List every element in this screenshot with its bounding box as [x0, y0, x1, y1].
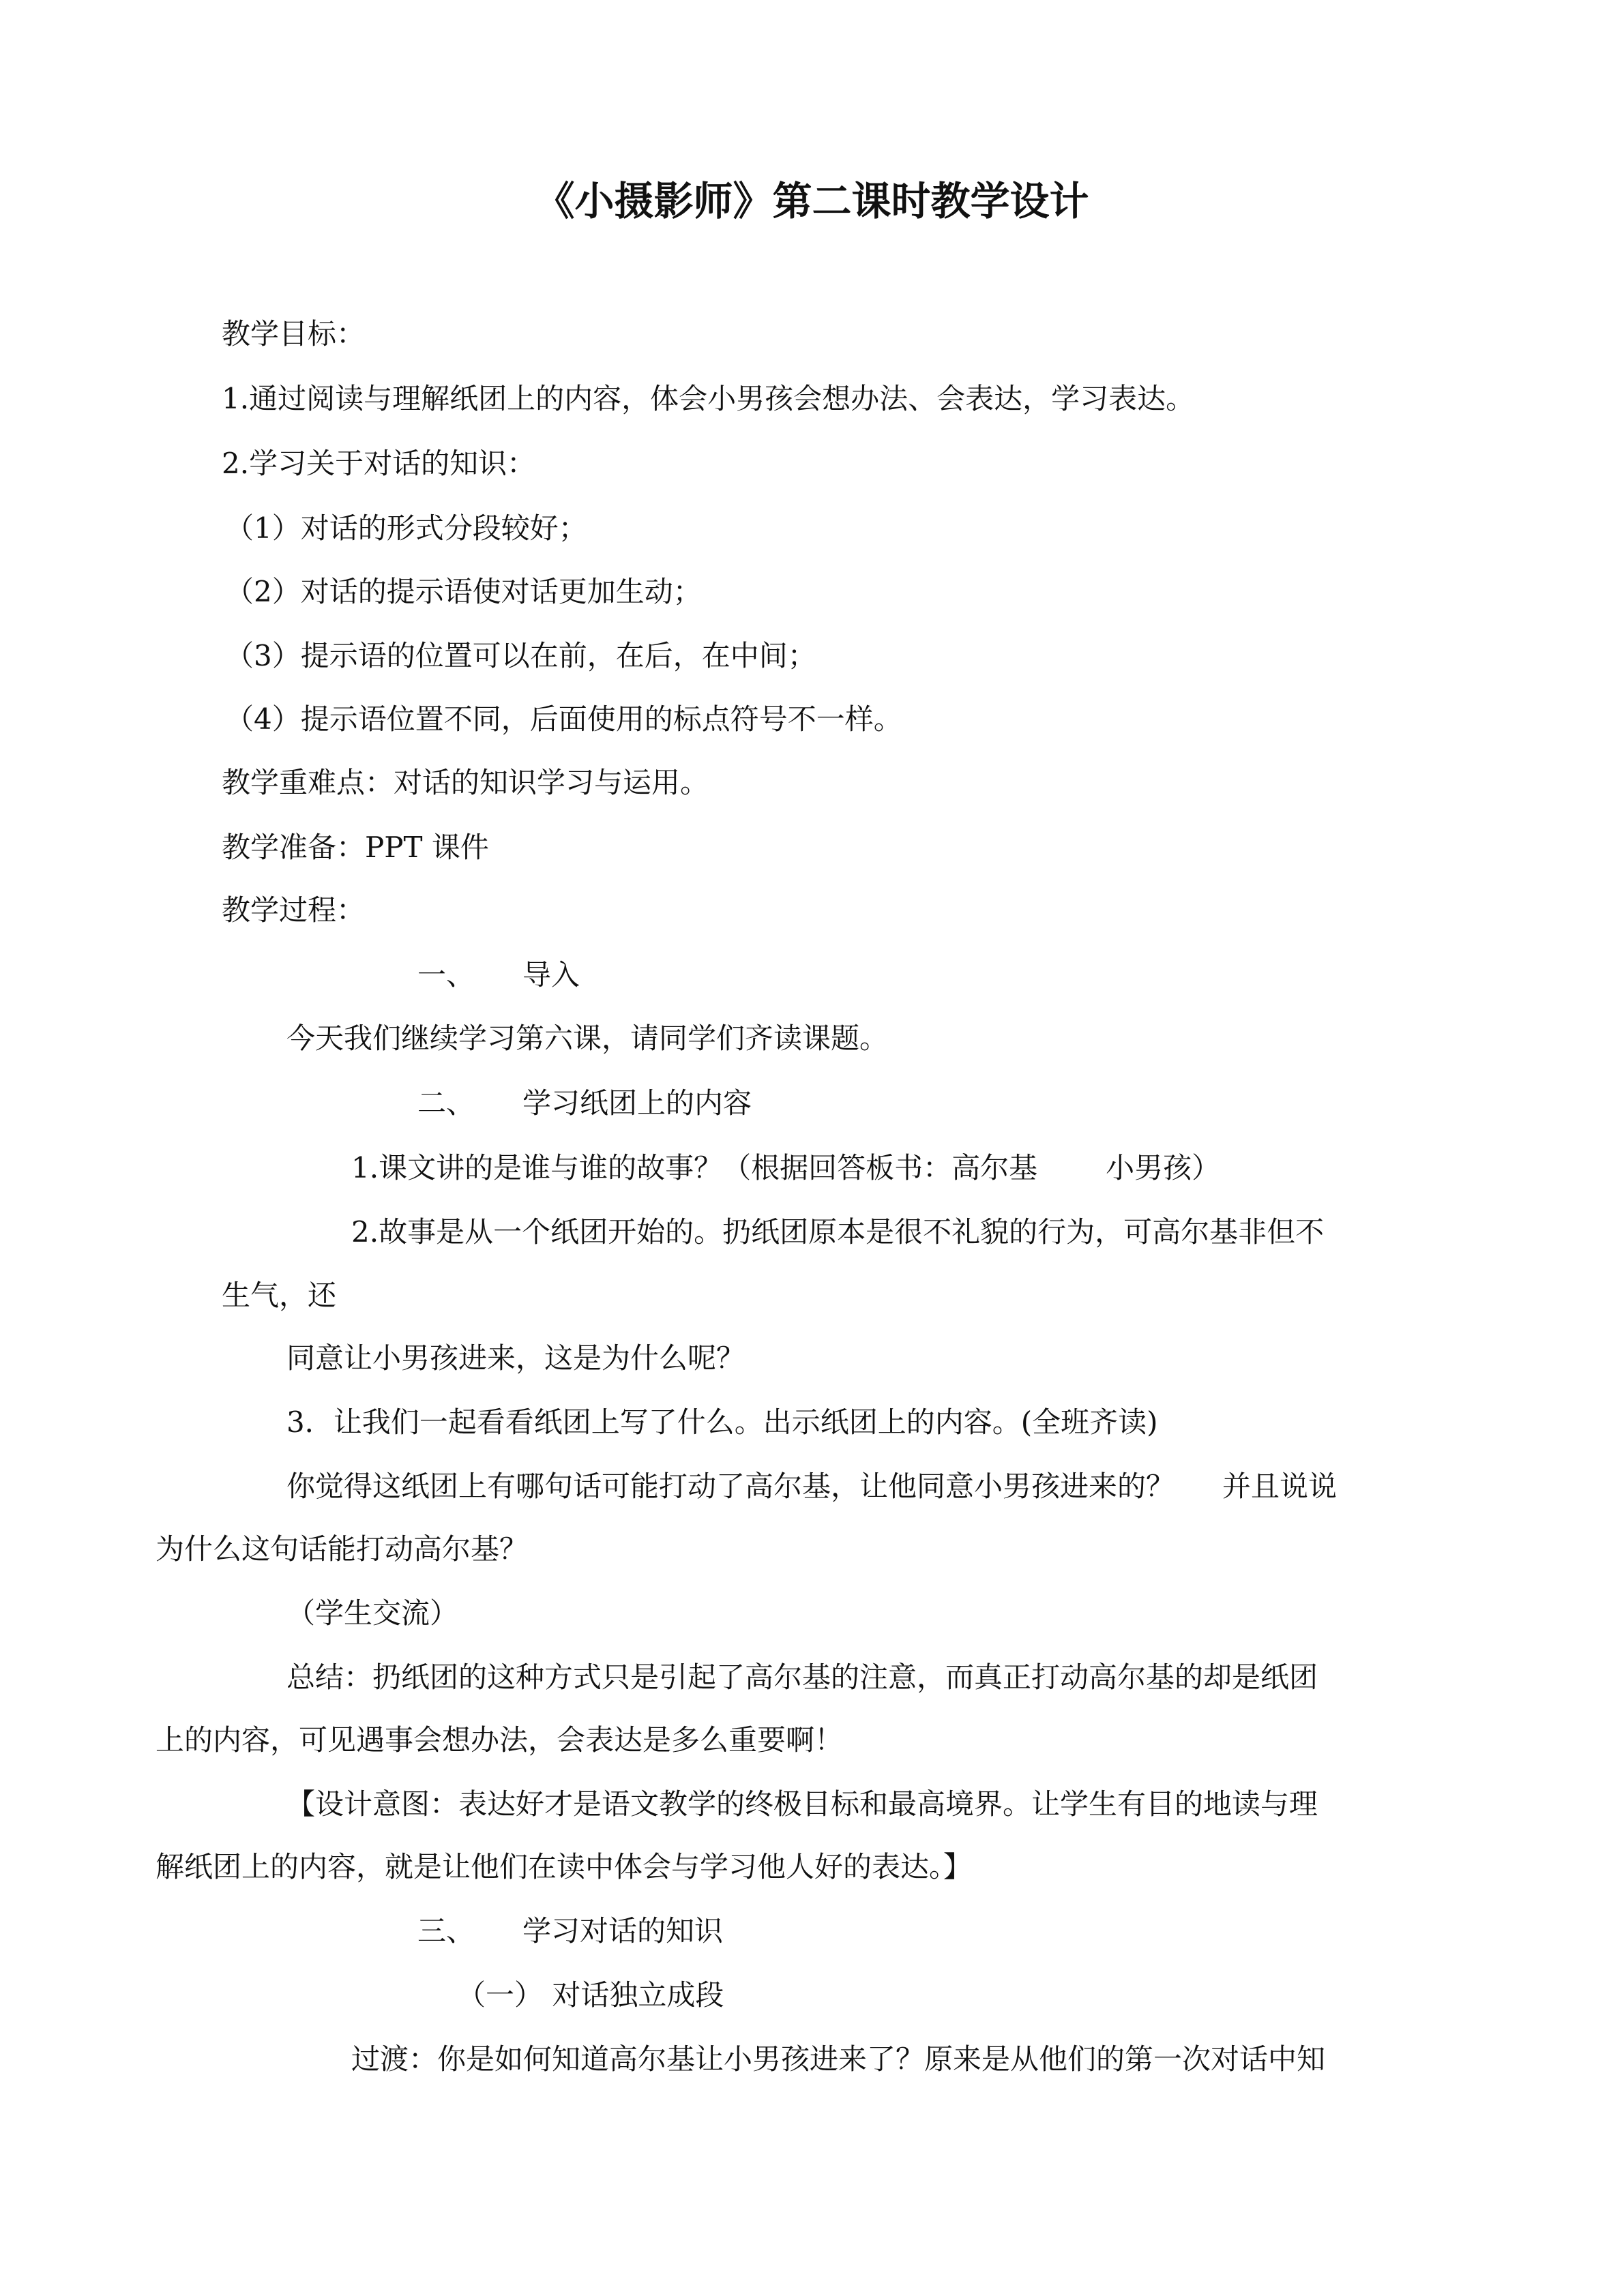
section-1-number: 一、	[417, 958, 475, 992]
question-3: 3．让我们一起看看纸团上写了什么。出示纸团上的内容。(全班齐读)	[286, 1405, 1158, 1439]
section-1-heading	[417, 955, 580, 996]
question-1	[351, 1148, 1220, 1189]
subsection-3-1: （一） 对话独立成段	[457, 1978, 724, 2012]
student-exchange: （学生交流）	[286, 1596, 459, 1630]
section-3-title: 学习对话的知识	[522, 1914, 724, 1948]
summary-line-1: 总结：扔纸团的这种方式只是引起了高尔基的注意，而真正打动高尔基的却是纸团	[286, 1660, 1318, 1694]
preparation: 教学准备：PPT 课件	[222, 831, 489, 864]
section-3-heading	[417, 1911, 723, 1952]
section-1-title: 导入	[522, 958, 580, 992]
section-3-number: 三、	[417, 1914, 475, 1948]
objective-1: 1.通过阅读与理解纸团上的内容，体会小男孩会想办法、会表达，学习表达。	[222, 382, 1195, 415]
objective-2: 2.学习关于对话的知识：	[222, 447, 536, 480]
section-2-number: 二、	[417, 1086, 475, 1120]
question-2-line-3: 同意让小男孩进来，这是为什么呢？	[286, 1341, 745, 1375]
section-2-title: 学习纸团上的内容	[522, 1086, 752, 1120]
page-title: 《小摄影师》第二课时教学设计	[535, 178, 1089, 224]
key-difficulty: 教学重难点：对话的知识学习与运用。	[222, 766, 709, 799]
question-4-part-a: 你觉得这纸团上有哪句话可能打动了高尔基，让他同意小男孩进来的？	[286, 1470, 1175, 1503]
question-4-part-b: 并且说说	[1222, 1470, 1338, 1503]
summary-line-2: 上的内容，可见遇事会想办法，会表达是多么重要啊！	[156, 1723, 844, 1757]
question-2-line-2: 生气，还	[222, 1279, 337, 1312]
question-1-tail: 小男孩）	[1106, 1151, 1221, 1184]
question-4-line-1	[286, 1466, 1337, 1507]
objective-2-4: （4）提示语位置不同，后面使用的标点符号不一样。	[225, 702, 902, 736]
question-2-line-1: 2.故事是从一个纸团开始的。扔纸团原本是很不礼貌的行为，可高尔基非但不	[351, 1215, 1325, 1249]
objectives-heading: 教学目标：	[222, 317, 366, 351]
design-intent-line-2: 解纸团上的内容，就是让他们在读中体会与学习他人好的表达。】	[156, 1850, 973, 1883]
objective-2-3: （3）提示语的位置可以在前，在后，在中间；	[225, 639, 816, 672]
section-1-text: 今天我们继续学习第六课，请同学们齐读课题。	[286, 1022, 889, 1055]
objective-2-1: （1）对话的形式分段较好；	[225, 511, 587, 545]
section-2-heading	[417, 1083, 752, 1124]
objective-2-2: （2）对话的提示语使对话更加生动；	[225, 575, 702, 608]
design-intent-line-1: 【设计意图：表达好才是语文教学的终极目标和最高境界。让学生有目的地读与理	[286, 1787, 1318, 1821]
transition-text: 过渡：你是如何知道高尔基让小男孩进来了？原来是从他们的第一次对话中知	[351, 2042, 1326, 2076]
question-1-text: 1.课文讲的是谁与谁的故事？（根据回答板书：高尔基	[351, 1151, 1038, 1184]
question-4-line-2: 为什么这句话能打动高尔基？	[156, 1532, 529, 1566]
process-heading: 教学过程：	[222, 893, 366, 927]
